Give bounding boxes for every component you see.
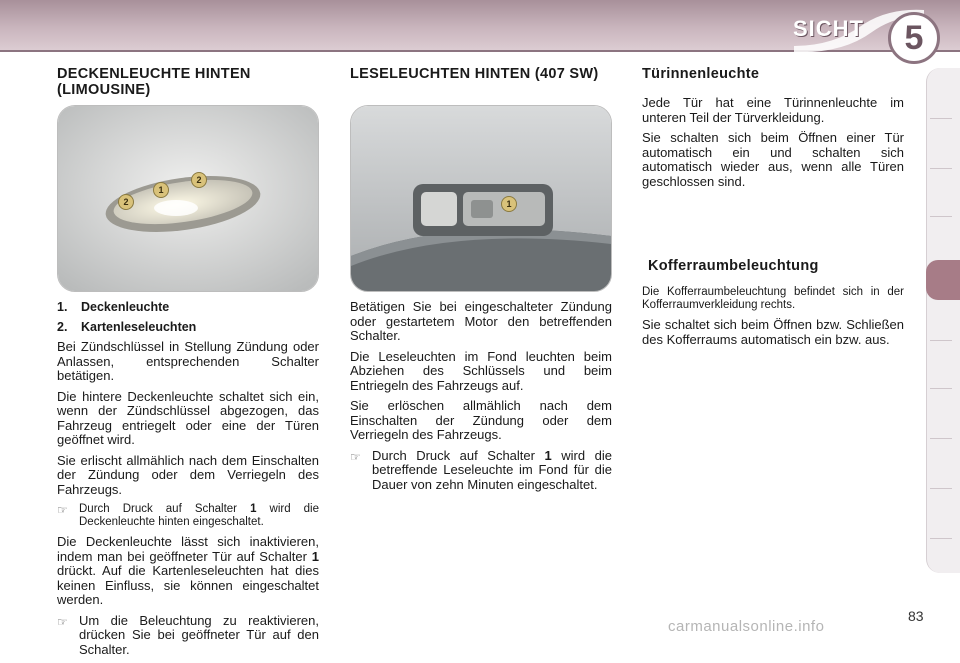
legend-item: 1. Deckenleuchte (57, 300, 170, 314)
column-rear-ceiling-light (57, 66, 319, 98)
callout-marker: 2 (118, 194, 134, 210)
paragraph: Die Deckenleuchte lässt sich inaktivieren, indem man bei geöffneter Tür auf Schalter 1 drückt. Auf die Kartenleseleuchten hat dies keinen Einfluss, sie können eingeschaltet werden. (57, 534, 319, 607)
paragraph: Jede Tür hat eine Türinnenleuchte im unteren Teil der Türverkleidung. (642, 95, 904, 125)
paragraph: Die Leseleuchten im Fond leuchten beim Abziehen des Schlüssels und beim Entriegeln des Fahrzeugs auf. (350, 348, 612, 393)
header-banner (0, 0, 960, 57)
tab-divider (930, 216, 952, 217)
section-heading: LESELEUCHTEN HINTEN (407 SW) (350, 66, 599, 82)
paragraph: Betätigen Sie bei eingeschalteter Zündung oder gestartetem Motor den betreffenden Schalter. (350, 299, 612, 343)
tab-divider (930, 118, 952, 119)
callout-marker: 1 (501, 196, 517, 212)
hand-pointer-icon: ☞ (57, 614, 68, 629)
legend-list (57, 300, 319, 334)
hand-pointer-icon: ☞ (350, 449, 361, 464)
section-heading: Türinnenleuchte (642, 66, 760, 82)
paragraph: Sie schaltet sich beim Öffnen bzw. Schließen des Kofferraums automatisch ein bzw. aus. (642, 317, 904, 347)
paragraph: Sie schalten sich beim Öffnen einer Tür automatisch ein und schalten sich automatisch wieder aus, wenn alle Türen geschlossen sind. (642, 130, 904, 189)
chapter-tab-rail (926, 68, 960, 573)
section-heading: Kofferraumbeleuchtung (648, 258, 819, 274)
tip-note: ☞ Um die Beleuchtung zu reaktivieren, drücken Sie bei geöffneter Tür auf den Schalter. (57, 612, 319, 657)
photo-rear-ceiling-light (57, 105, 319, 292)
tab-divider (930, 488, 952, 489)
page-title: SICHT (793, 16, 864, 41)
hand-pointer-icon: ☞ (57, 503, 68, 517)
tab-divider (930, 538, 952, 539)
tab-divider (930, 340, 952, 341)
column-trunk-light (642, 258, 904, 353)
chapter-tab-active[interactable] (926, 260, 960, 300)
column-reading-lights (350, 66, 612, 82)
callout-marker: 2 (191, 172, 207, 188)
column-rear-ceiling-light-text (57, 300, 319, 663)
paragraph: Die hintere Deckenleuchte schaltet sich ein, wenn der Zündschlüssel abgezogen, das Fahrzeug entriegelt oder eine der Türen geöffnet wird. (57, 388, 319, 447)
tip-note: ☞ Durch Druck auf Schalter 1 wird die Deckenleuchte hinten eingeschaltet. (57, 503, 319, 528)
tip-note: ☞ Durch Druck auf Schalter 1 wird die betreffende Leseleuchte im Fond für die Dauer von zehn Minuten eingeschaltet. (350, 447, 612, 492)
legend-item: 2. Kartenleseleuchten (57, 319, 197, 334)
paragraph: Bei Zündschlüssel in Stellung Zündung oder Anlassen, entsprechenden Schalter betätigen. (57, 339, 319, 383)
tab-divider (930, 168, 952, 169)
tab-divider (930, 388, 952, 389)
page-number: 83 (908, 608, 924, 624)
paragraph: Die Kofferraumbeleuchtung befindet sich in der Kofferraumverkleidung rechts. (642, 286, 904, 311)
chapter-badge: 5 (888, 12, 940, 64)
paragraph: Sie erlöschen allmählich nach dem Einschalten der Zündung oder dem Verriegeln des Fahrzeugs. (350, 398, 612, 442)
watermark: carmanualsonline.info (668, 618, 825, 635)
photo-reading-lights (350, 105, 612, 292)
column-door-and-trunk-lights (642, 66, 904, 195)
column-reading-lights-text (350, 300, 612, 498)
callout-marker: 1 (153, 182, 169, 198)
paragraph: Sie erlischt allmählich nach dem Einschalten der Zündung oder dem Verriegeln des Fahrzeugs. (57, 452, 319, 497)
tab-divider (930, 438, 952, 439)
section-heading: DECKENLEUCHTE HINTEN (LIMOUSINE) (57, 66, 251, 98)
